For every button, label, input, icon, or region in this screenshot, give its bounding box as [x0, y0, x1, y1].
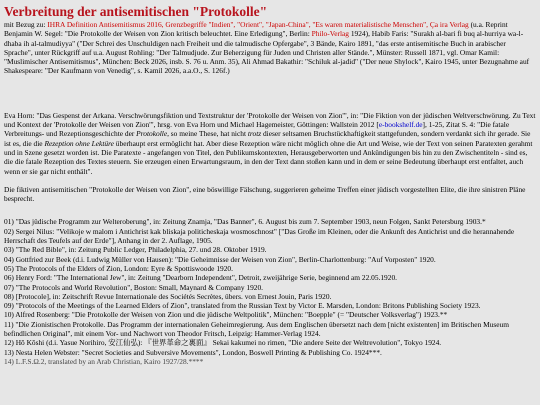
- list-item: 11) "Die Zionistischen Protokolle. Das Programm der internationalen Geheimregierung. Aus dem Englischen übersetzt nach dem [nicht existenten] im Britischen Museum befindlichen Original", mit einem Vor- und Nachwort von Theodor Fritsch, Leipzig: Hammer-Verlag 1924.: [4, 319, 509, 339]
- list-item: 01) "Das jüdische Programm zur Welteroberung", in: Zeitung Znamja, "Das Banner", 6. August bis zum 7. September 1903, neun Folgen, Sankt Petersburg 1903.*: [4, 217, 486, 227]
- related-text-1: (u.a. Reprint Benjamin W. Segel: "Die Protokolle der Weisen von Zion kritisch beleuchtet. Eine Erledigung", Berlin:: [4, 20, 508, 39]
- list-item: 06) Henry Ford: "The International Jew", in: Zeitung "Dearborn Independent", Detroit, zweijährige Serie, beginnend am 22.05.1920.: [4, 273, 397, 283]
- horn-quote-paragraph: [4, 111, 536, 176]
- list-item: 02) Sergei Nilus: "Velikoje w malom i Antichrist kak bliskaja politicheskaja wosmoschnost" ["Das Große im Kleinen, oder die Ankunft des Antichrist und die herannahende Herrschaft des Teufels auf der Erde"], Anhang in der 2. Auflage, 1905.: [4, 226, 515, 246]
- related-text-2: 1924), Habib Faris: "Surakh al-bari fi buq al-hurriya wa-l-dhaba ih al-talmudiyya" ("Der Schrei des Unschuldigen nach Freiheit und die talmudische Opfergabe", 3 Bände, Kairo 1891, "das erste antisemitische Buch in arabischer Sprache", unter Rückgriff auf u.a. August Rohling: "Der Talmudjude. Zur Beherzigung für Juden und Christen aller Stände.", Münster: Russell 1871, vgl. Omar Kamil: "Muslimischer Antisemitismus", München: Beck 2026, insb. S. 76 u. Anm. 35), Ali Ahmad Bakathir: "Schiluk al-jadid" ("Der neue Shylock", Kairo 1945, unter Bezugnahme auf Shakespeare: "Der Kaufmann von Venedig", s. Kamil 2026, a.a.O., S. 126f.): [4, 29, 530, 76]
- editions-list: [4, 217, 536, 366]
- related-topics-paragraph: [4, 20, 536, 76]
- horn-italic-1: Protokolle: [136, 129, 168, 139]
- list-item: 08) [Protocole], in: Zeitschrift Revue Internationale des Sociétés Secrètes, übers. von Ernest Jouin, Paris 1920.: [4, 291, 332, 301]
- list-item: 14) L.F.S.Ω.2, translated by an Arab Christian, Kairo 1927/28.****: [4, 356, 204, 366]
- philo-verlag-link[interactable]: Philo-Verlag: [311, 29, 349, 39]
- list-item: 10) Alfred Rosenberg: "Die Protokolle der Weisen von Zion und die jüdische Weltpolitik", München: "Boepple" (= "Deutscher Volksverlag") 1923.**: [4, 310, 448, 320]
- horn-italic-3: Rezeption ohne Lektüre: [44, 138, 114, 148]
- horn-text-b: ], 1-25, Zitat S. 4: "Die fatale Verbreitungs- und Rezeptionsgeschichte der: [4, 120, 510, 139]
- page-title: Verbreitung der antisemitischen "Protokolle": [4, 4, 268, 19]
- fiction-summary-paragraph: Die fiktiven antisemitischen "Protokolle der Weisen von Zion", eine böswillige Fälschung, suggerieren geheime Treffen einer jüdisch vorgestellten Elite, die ihre sinistren Pläne besprecht.: [4, 184, 526, 204]
- list-item: 12) Hō Kōshi (d.i. Yasue Norihiro, 安江仙弘): 『世界革命之裏面』 Sekai kakumei no rimen, "Die andere Seite der Weltrevolution", Tokyo 1924.: [4, 338, 442, 348]
- horn-text-a: Eva Horn: "Das Gespenst der Arkana. Verschwörungsfiktion und Textstruktur der 'Protokolle der Weisen von Zion'", in: "Die Fiktion von der jüdischen Weltverschwörung. Zu Text und Kontext der 'Protokolle der Weisen von Zion'", hrsg. von Eva Horn und Michael Hagemeister, Göttingen: Wallstein 2012 [: [4, 110, 536, 130]
- related-tags-link[interactable]: IHRA Definition Antisemitismus 2016, Grenzbegriffe "Indien", "Orient", "Japan-China", "Es waren materialistische Menschen", Ça ira Verlag: [47, 20, 469, 29]
- horn-text-d: dieser seltsamen Bruchstückhaftigkeit stattgefunden, sondern verdankt sich ihr gerade. Sie ist es, die die: [4, 129, 531, 148]
- list-item: 09) "Protocols of the Meetings of the Learned Elders of Zion", translated from the Russian Text by Victor E. Marsden, London: Britons Publishing Society 1923.: [4, 301, 481, 311]
- related-prefix: mit Bezug zu:: [4, 20, 48, 29]
- list-item: 04) Gottfried zur Beek (d.i. Ludwig Müller von Hausen): "Die Geheimnisse der Weisen von Zion", Berlin-Charlottenburg: "Auf Vorposten" 1920.: [4, 254, 436, 264]
- ebookshelf-link[interactable]: e-bookshelf.de: [378, 120, 423, 130]
- list-item: 07) "The Protocols and World Revolution", Boston: Small, Maynard & Company 1920.: [4, 282, 264, 292]
- horn-text-e: überhaupt erst ermöglicht hat. Aber diese Rezeption wäre nicht möglich ohne die Art und Weise, wie der Text von seinen Paratexten gerahmt und in Szene gesetzt worden ist. Die Paratexte - angefangen von Titel, den Publikumskontexten, Herausgeberworten und Ankündigungen bis hin zu den Zwischentiteln - sind es, die die fatale Rezeption des Textes steuern. Sie erzeugen einen Erwartungsraum, in den der Text dann stoßen kann und in dem er seine Bedeutung überhaupt erst entfaltet, auch wenn er sie gar nicht enthält".: [4, 138, 533, 176]
- list-item: 03) "The Red Bible", in: Zeitung Public Ledger, Philadelphia, 27. und 28. Oktober 1919.: [4, 245, 267, 255]
- horn-text-c: , so meine These, hat nicht: [167, 129, 248, 139]
- list-item: 13) Nesta Helen Webster: "Secret Societies and Subversive Movements", London, Boswell Printing & Publishing Co. 1924***.: [4, 347, 382, 357]
- list-item: 05) The Protocols of the Elders of Zion, London: Eyre & Spottiswoode 1920.: [4, 263, 233, 273]
- horn-italic-2: trotz: [247, 129, 262, 139]
